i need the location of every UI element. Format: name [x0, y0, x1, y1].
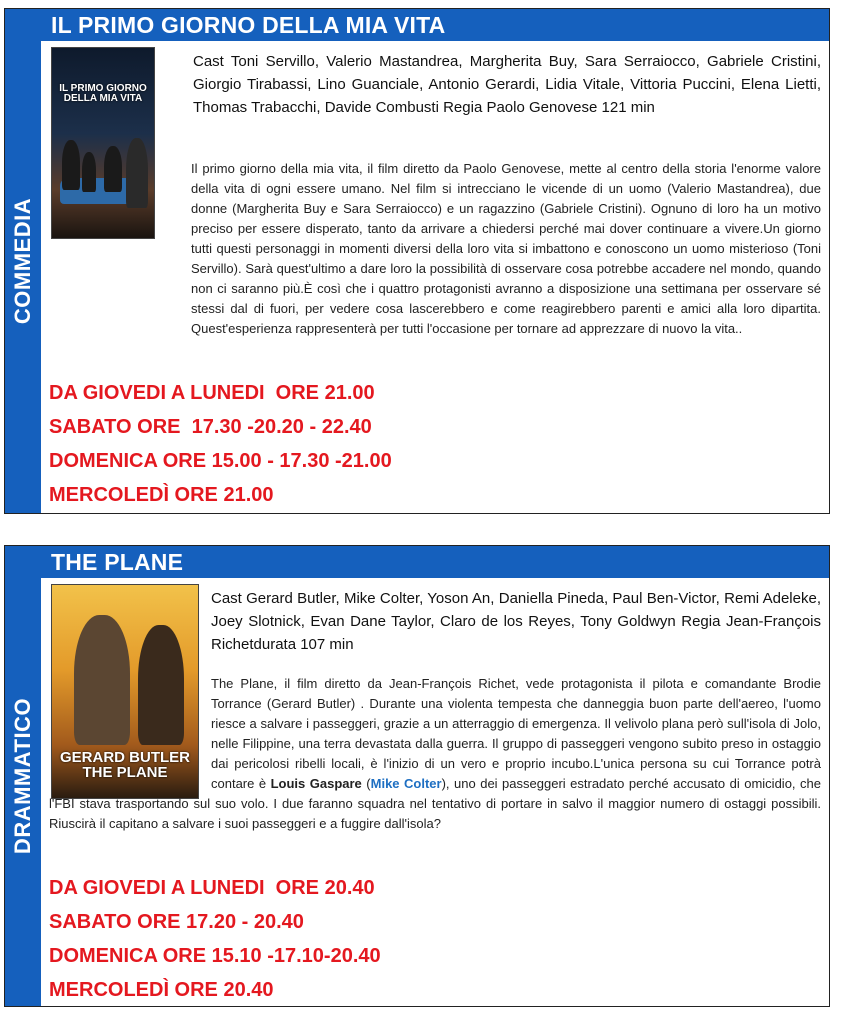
film-title: THE PLANE: [41, 546, 829, 578]
synopsis-text: Il primo giorno della mia vita, il film diretto da Paolo Genovese, mette al centro della storia l'enorme valore della vita di ogni essere umano. Nel film si intrecciano le vicende di un uomo (Valerio Mastandrea), due donne (Margherita Buy e Sara Serraiocco) e un ragazzino (Gabriele Cristini). Ognuno di loro ha un motivo preciso per essere disperato, tanto da arrivare a chiedersi perché mai dover continuare a vivere.Un giorno tutti questi personaggi in momenti diversi della loro vita si imbattono e conoscono un uomo misterioso (Toni Servillo). Sarà quest'ultimo a dare loro la possibilità di osservare cosa potrebbe accadere nel mondo, quando non ci saranno più.È così che i quattro protagonisti avranno a disposizione una settimana per osservare sé stessi dal di fuori, per vedere cosa lascerebbero e come reagirebbero parenti e amici alla loro dipartita. Quest'esperienza rappresenterà per tutti l'occasione per tornare ad apprezzare di nuovo la vita..: [191, 161, 821, 336]
film-title: IL PRIMO GIORNO DELLA MIA VITA: [41, 9, 829, 41]
genre-label: COMMEDIA: [10, 197, 35, 325]
film-cast-credits: Cast Gerard Butler, Mike Colter, Yoson An, Daniella Pineda, Paul Ben-Victor, Remi Adeleke, Joey Slotnick, Evan Dane Taylor, Claro de los Reyes, Tony Goldwyn Regia Jean-François Richetdurata 107 min: [211, 590, 821, 653]
poster-title-text: GERARD BUTLER THE PLANE: [60, 749, 190, 781]
poster-figure: [82, 152, 96, 192]
genre-sidebar: [5, 9, 41, 513]
synopsis-text: The Plane, il film diretto da Jean-François Richet, vede protagonista il pilota e comandante Brodie Torrance (Gerard Butler) . Durante una violenta tempesta che danneggia buon parte dell'aereo, l'uomo riesce a salvare i passeggeri, grazie a un atterraggio di emergenza. Il velivolo plana però sull'isola di Jolo, nelle Filippine, una terra devastata dalla guerra. Il gruppo di passeggeri vengono subito preso in ostaggio dai pericolosi ribelli locali, è l'inizio di un vero e proprio incubo.L'unica persona su cui Torrance potrà contare è Louis Gaspare (Mike Colter), uno dei passeggeri estradato perché accusato di omicidio, che l'FBI stava trasportando sul suo volo. I due faranno squadra nel tentativo di portare in salvo il maggior numero di ostaggi possibili. Riuscirà il capitano a salvare i suoi passeggeri e a fuggire dall'isola?: [49, 676, 821, 831]
showtime-line: DOMENICA ORE 15.00 - 17.30 -21.00: [49, 450, 392, 472]
showtime-line: MERCOLEDÌ ORE 21.00: [49, 484, 274, 506]
actor-link[interactable]: Mike Colter: [370, 776, 442, 791]
film-poster-image: [51, 47, 155, 239]
showtime-line: DA GIOVEDI A LUNEDI ORE 20.40: [49, 877, 375, 899]
poster-title-text: IL PRIMO GIORNO DELLA MIA VITA: [59, 83, 147, 104]
poster-figure: [126, 138, 148, 208]
film-card-the-plane: [4, 545, 830, 1007]
film-synopsis: [49, 674, 821, 834]
showtime-line: DOMENICA ORE 15.10 -17.10-20.40: [49, 945, 381, 967]
showtime-line: SABATO ORE 17.30 -20.20 - 22.40: [49, 416, 372, 438]
film-synopsis: [191, 159, 821, 339]
genre-sidebar: [5, 546, 41, 1006]
poster-figure: [104, 146, 122, 192]
film-cast-credits: Cast Toni Servillo, Valerio Mastandrea, Margherita Buy, Sara Serraiocco, Gabriele Cristini, Giorgio Tirabassi, Lino Guanciale, Antonio Gerardi, Lidia Vitale, Vittoria Puccini, Elena Lietti, Thomas Trabacchi, Davide Combusti Regia Paolo Genovese 121 min: [193, 53, 821, 116]
showtime-line: SABATO ORE 17.20 - 20.40: [49, 911, 304, 933]
genre-label: DRAMMATICO: [10, 697, 35, 855]
poster-figure: [62, 140, 80, 190]
showtimes: [49, 383, 392, 519]
showtimes: [49, 878, 381, 1014]
poster-wrap-spacer: [49, 674, 211, 794]
film-card-primo-giorno: [4, 8, 830, 514]
character-name: Louis Gaspare: [270, 776, 362, 791]
showtime-line: DA GIOVEDI A LUNEDI ORE 21.00: [49, 382, 375, 404]
showtime-line: MERCOLEDÌ ORE 20.40: [49, 979, 274, 1001]
